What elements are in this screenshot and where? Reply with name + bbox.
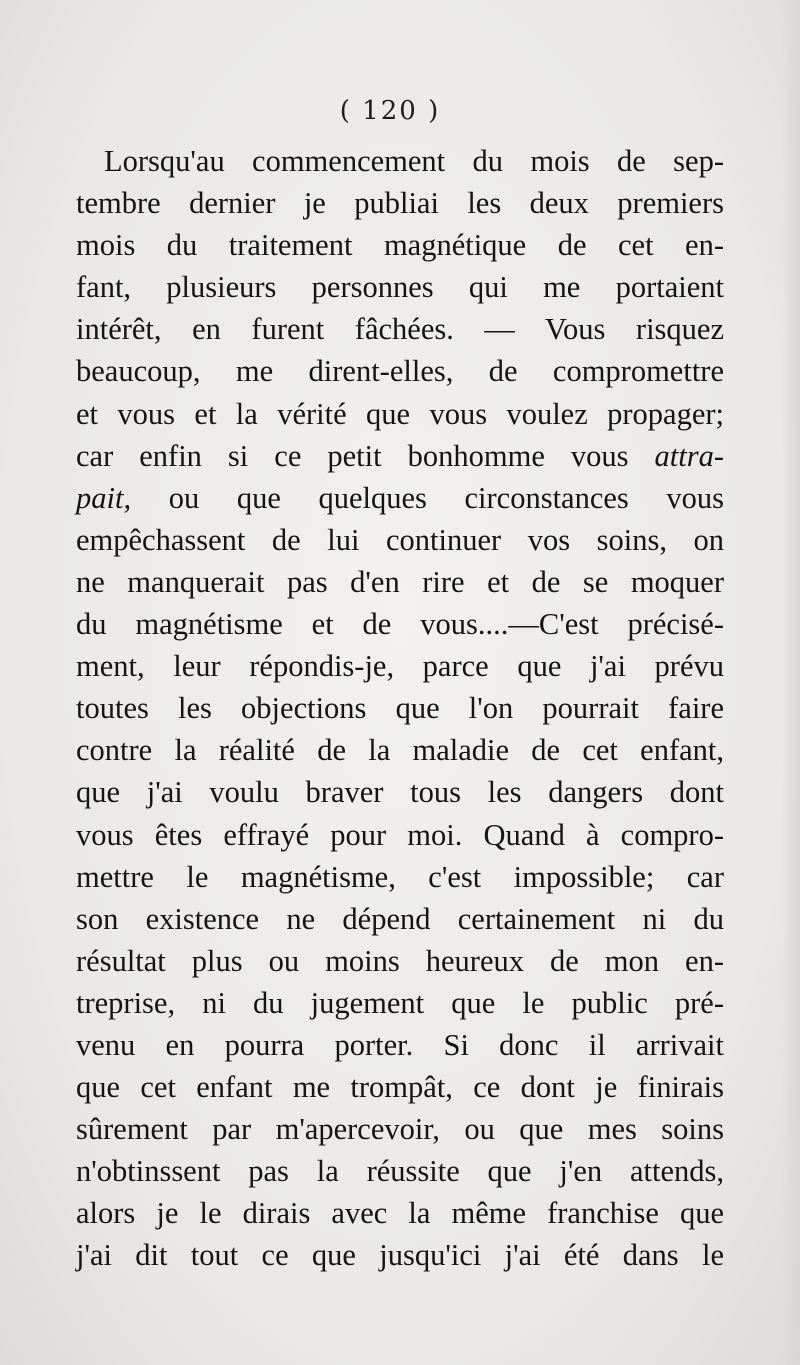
text-line: contre la réalité de la maladie de cet enfant,: [76, 733, 724, 768]
text-line: mettre le magnétisme, c'est impossible; car: [76, 859, 724, 894]
text-line: Lorsqu'au commencement du mois de sep-: [104, 144, 724, 178]
body-text: [76, 140, 724, 1277]
text-line: venu en pourra porter. Si donc il arrivait: [76, 1027, 724, 1062]
page-edge-shadow: [782, 0, 800, 1365]
text-line: toutes les objections que l'on pourrait faire: [76, 691, 724, 726]
text-line: empêchassent de lui continuer vos soins, on: [76, 522, 724, 557]
text-segment: car enfin si ce petit bonhomme vous: [76, 438, 629, 473]
text-line: tembre dernier je publiai les deux premiers: [76, 186, 724, 221]
text-line: que cet enfant me trompât, ce dont je finirais: [76, 1070, 724, 1105]
text-line: et vous et la vérité que vous voulez propager;: [76, 396, 724, 431]
text-line: intérêt, en furent fâchées. — Vous risquez: [76, 312, 724, 347]
text-line-mixed: [76, 477, 724, 519]
text-line: treprise, ni du jugement que le public pré-: [76, 985, 724, 1020]
text-line: ne manquerait pas d'en rire et de se moquer: [76, 564, 724, 599]
text-line: j'ai dit tout ce que jusqu'ici j'ai été dans le: [76, 1238, 724, 1273]
text-line: du magnétisme et de vous....—C'est précisé-: [76, 607, 724, 642]
text-line: alors je le dirais avec la même franchise que: [76, 1196, 724, 1231]
text-line: vous êtes effrayé pour moi. Quand à compro-: [76, 817, 724, 852]
text-line: résultat plus ou moins heureux de mon en-: [76, 943, 724, 978]
text-line-mixed: [76, 435, 724, 477]
italic-word: attra-: [654, 438, 725, 473]
text-line: beaucoup, me dirent-elles, de compromettre: [76, 354, 724, 389]
text-line: ment, leur répondis-je, parce que j'ai prévu: [76, 649, 724, 684]
text-segment: ou que quelques circonstances vous: [168, 480, 725, 515]
page-number: ( 120 ): [339, 96, 441, 126]
text-line: son existence ne dépend certainement ni du: [76, 901, 724, 936]
text-line: sûrement par m'apercevoir, ou que mes soins: [76, 1112, 724, 1147]
text-line: que j'ai voulu braver tous les dangers dont: [76, 775, 724, 810]
text-line: fant, plusieurs personnes qui me portaient: [76, 270, 724, 305]
text-line: mois du traitement magnétique de cet en-: [76, 228, 724, 263]
italic-word: pait,: [76, 480, 132, 515]
text-line: n'obtinssent pas la réussite que j'en attends,: [76, 1154, 724, 1189]
